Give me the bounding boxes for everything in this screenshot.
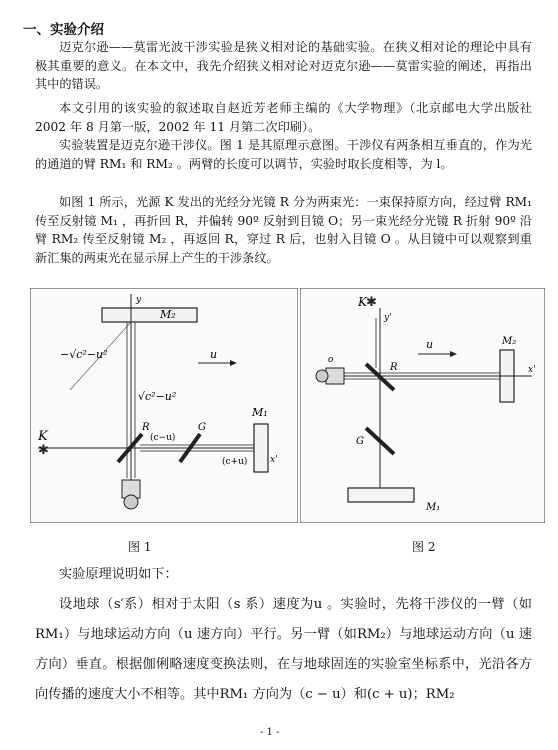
label-m1: M₁ xyxy=(252,406,268,419)
figure-1-diagram xyxy=(30,288,298,523)
label-c-minus-u: (c−u) xyxy=(150,433,176,443)
figure-2-caption: 图 2 xyxy=(412,540,436,554)
label-c-plus-u: (c+u) xyxy=(222,457,248,467)
principle-intro: 实验原理说明如下： xyxy=(59,567,178,582)
label-o: o xyxy=(328,355,334,365)
mirror-m1 xyxy=(254,424,268,472)
label-r: R xyxy=(390,362,398,373)
label-u: u xyxy=(426,338,434,351)
principle-text: 设地球（s′系）相对于太阳（s 系）速度为u 。实验时，先将干涉仪的一臂（如RM₁）与地球运动方向（u 速方向）平行。另一臂（如RM₂）与地球运动方向（u 速方向）垂直。根据伽俐略速度变换法则，在与地球固连的实验室坐标系中，光沿各方向传播的速度大小不相等。其中RM₁ 方向为（c − u）和(c + u)；RM₂ xyxy=(35,597,532,702)
label-sqrt-left: −√c²−u² xyxy=(60,348,108,361)
label-k: K xyxy=(358,295,367,309)
mirror-m2 xyxy=(102,308,197,322)
label-y-axis: y xyxy=(136,295,142,305)
paragraph-light-path: 如图 1 所示，光源 K 发出的光经分光镜 R 分为两束光：一束保持原方向，经过臂 RM₁ 传至反射镜 M₁ ，再折回 R，并偏转 90º 反射到目镜 O；另一束光经分光镜 R 折射 90º 沿臂 RM₂ 传至反射镜 M₂ ，再返回 R，穿过 R 后，也射入目镜 O 。从目镜中可以观察到重新汇集的两束光在显示屏上产生的干涉条纹。 xyxy=(35,195,532,265)
paragraph-intro: 迈克尔逊——莫雷光波干涉实验是狭义相对论的基础实验。在狭义相对论的理论中具有极其重要的意义。在本文中，我先介绍狭义相对论对迈克尔逊——莫雷实验的阐述，再指出其中的错误。 xyxy=(35,40,532,91)
label-u: u xyxy=(210,348,218,361)
label-y-axis: y' xyxy=(384,313,392,323)
label-g: G xyxy=(356,436,364,447)
section-heading: 一、实验介绍 xyxy=(23,22,104,38)
label-k: K xyxy=(38,429,48,444)
label-m2: M₂ xyxy=(502,336,517,347)
label-m2: M₂ xyxy=(160,308,176,321)
paragraph-source: 本文引用的该实验的叙述取自赵近芳老师主编的《大学物理》（北京邮电大学出版社 2002 年 8 月第一版，2002 年 11 月第二次印刷）。 xyxy=(35,101,532,134)
label-x-axis: x' xyxy=(270,455,278,465)
figure-1-caption: 图 1 xyxy=(128,540,152,554)
figure-2-diagram xyxy=(300,288,545,523)
label-sqrt-mid: √c²−u² xyxy=(138,390,177,403)
paragraph-apparatus: 实验装置是迈克尔逊干涉仪。图 1 是其原理示意图。干涉仪有两条相互垂直的，作为光的通道的臂 RM₁ 和 RM₂ 。两臂的长度可以调节，实验时取长度相等，为 l。 xyxy=(35,138,532,171)
label-r: R xyxy=(142,422,150,433)
label-x-axis: x' xyxy=(528,365,536,375)
svg-text:✱: ✱ xyxy=(38,443,49,458)
page-number: - 1 - xyxy=(260,727,280,738)
svg-text:✱: ✱ xyxy=(366,295,377,310)
label-m1: M₁ xyxy=(426,502,441,513)
label-g: G xyxy=(198,422,206,433)
